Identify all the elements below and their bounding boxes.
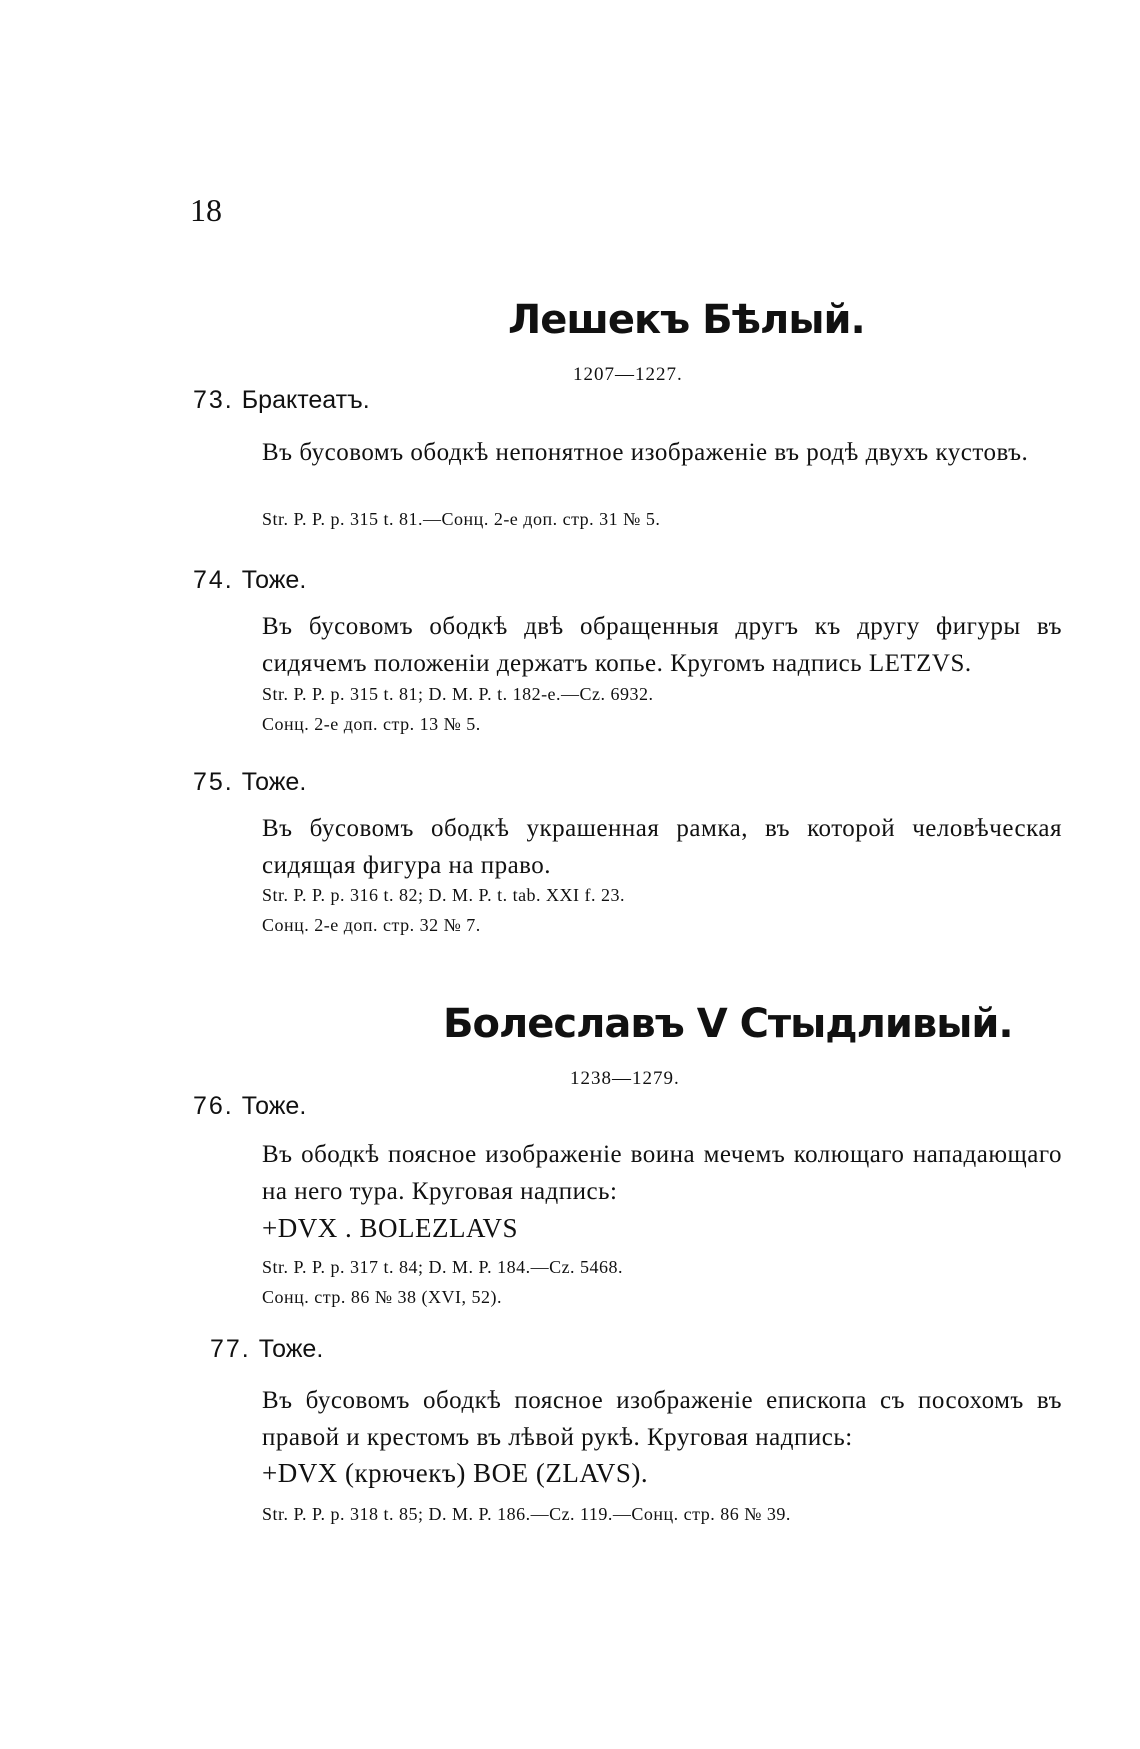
- entry-heading-74: [193, 566, 306, 594]
- entry-title: Тоже.: [241, 768, 307, 796]
- entry-reference-77-1: Str. P. P. p. 318 t. 85; D. M. P. 186.—Cz. 119.—Сонц. стр. 86 № 39.: [262, 1504, 791, 1524]
- page-number: 18: [190, 192, 222, 228]
- entry-description-73: Въ бусовомъ ободкѣ непонятное изображеніе въ родѣ двухъ кустовъ.: [262, 439, 1029, 466]
- entry-heading-76: [193, 1092, 306, 1120]
- section-title-boleslaw: Болеславъ V Стыдливый.: [443, 1001, 1013, 1047]
- entry-heading-75: [193, 768, 306, 796]
- section-years-boleslaw: 1238—1279.: [570, 1068, 680, 1089]
- entry-number: 77.: [210, 1335, 251, 1363]
- entry-title: Тоже.: [241, 1092, 307, 1120]
- section-years-leszek: 1207—1227.: [573, 364, 683, 385]
- entry-heading-73: [193, 386, 370, 414]
- entry-reference-75-1: Str. P. P. p. 316 t. 82; D. M. P. t. tab. XXI f. 23.: [262, 885, 626, 905]
- entry-inscription-76: +DVX . BOLEZLAVS: [262, 1213, 518, 1243]
- entry-description-75: Въ бусовомъ ободкѣ украшенная рамка, въ которой человѣческая сидящая фигура на право.: [262, 815, 1062, 879]
- entry-number: 76.: [193, 1092, 234, 1120]
- entry-number: 73.: [193, 386, 234, 414]
- entry-title: Тоже.: [241, 566, 307, 594]
- entry-description-74: Въ бусовомъ ободкѣ двѣ обращенныя другъ къ другу фигуры въ сидячемъ положеніи держатъ копье. Кругомъ надпись LETZVS.: [262, 613, 1062, 677]
- entry-number: 74.: [193, 566, 234, 594]
- entry-heading-77: [210, 1335, 323, 1363]
- entry-title: Тоже.: [258, 1335, 324, 1363]
- entry-inscription-77: +DVX (крючекъ) BOE (ZLAVS).: [262, 1458, 649, 1488]
- entry-reference-74-2: Сонц. 2-е доп. стр. 13 № 5.: [262, 714, 481, 734]
- entry-reference-76-2: Сонц. стр. 86 № 38 (XVI, 52).: [262, 1287, 503, 1307]
- entry-reference-76-1: Str. P. P. p. 317 t. 84; D. M. P. 184.—Cz. 5468.: [262, 1257, 624, 1277]
- entry-reference-74-1: Str. P. P. p. 315 t. 81; D. M. P. t. 182-e.—Cz. 6932.: [262, 684, 654, 704]
- entry-title: Брактеатъ.: [241, 386, 370, 414]
- entry-reference-73-1: Str. P. P. p. 315 t. 81.—Сонц. 2-е доп. стр. 31 № 5.: [262, 509, 661, 529]
- section-title-leszek: Лешекъ Бѣлый.: [508, 297, 865, 343]
- entry-description-76: Въ ободкѣ поясное изображеніе воина мечемъ колющаго нападающаго на него тура. Круговая надпись:: [262, 1141, 1062, 1205]
- entry-number: 75.: [193, 768, 234, 796]
- entry-reference-75-2: Сонц. 2-е доп. стр. 32 № 7.: [262, 915, 481, 935]
- entry-description-77: Въ бусовомъ ободкѣ поясное изображеніе епископа съ посохомъ въ правой и крестомъ въ лѣвой рукѣ. Круговая надпись:: [262, 1387, 1062, 1451]
